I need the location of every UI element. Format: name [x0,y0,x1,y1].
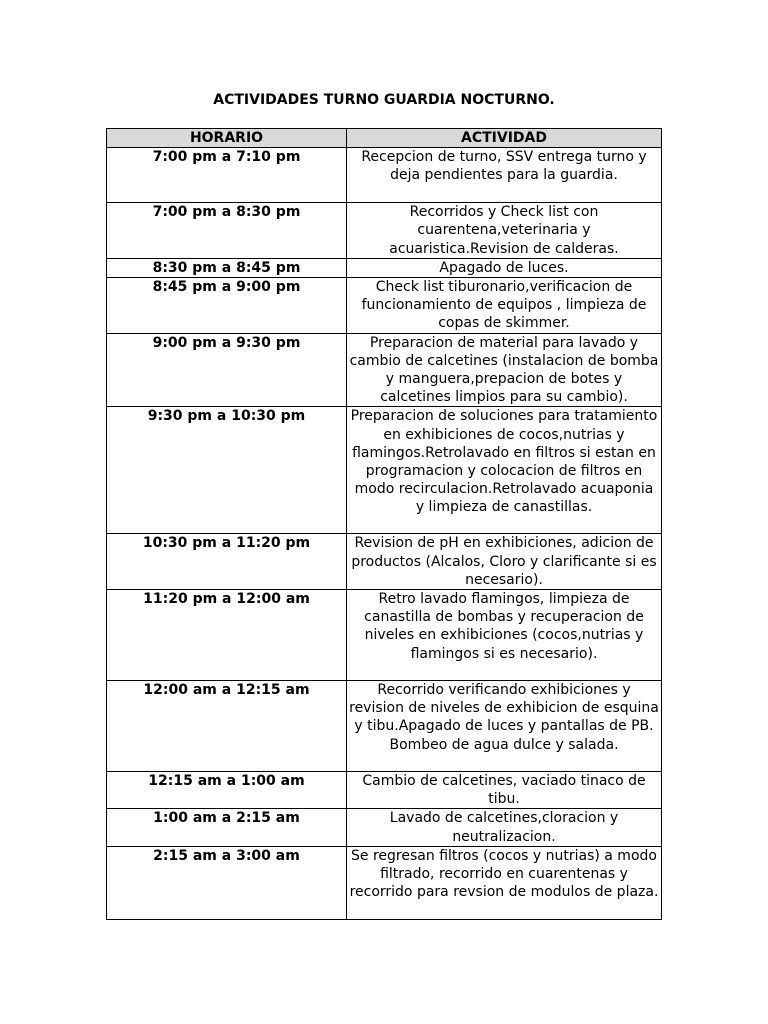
actividad-cell: Lavado de calcetines,cloracion y neutralizacion. [347,809,662,846]
header-actividad: ACTIVIDAD [347,129,662,148]
table-row [107,590,662,681]
horario-cell: 12:00 am a 12:15 am [107,681,347,772]
document-title: ACTIVIDADES TURNO GUARDIA NOCTURNO. [213,92,555,108]
table-row [107,148,662,203]
horario-cell: 11:20 pm a 12:00 am [107,590,347,681]
actividad-cell: Preparacion de soluciones para tratamiento en exhibiciones de cocos,nutrias y flamingos.Retrolavado en filtros si estan en programacion y colocacion de filtros en modo recirculacion.Retrolavado acuaponia y limpieza de canastillas. [347,407,662,534]
horario-cell: 7:00 pm a 7:10 pm [107,148,347,203]
horario-cell: 9:30 pm a 10:30 pm [107,407,347,534]
table-row [107,258,662,277]
table-row [107,407,662,534]
table-row [107,534,662,590]
actividad-cell: Recorrido verificando exhibiciones y revision de niveles de exhibicion de esquina y tibu.Apagado de luces y pantallas de PB. Bombeo de agua dulce y salada. [347,681,662,772]
actividad-cell: Preparacion de material para lavado y cambio de calcetines (instalacion de bomba y manguera,prepacion de botes y calcetines limpios para su cambio). [347,333,662,407]
table-row [107,846,662,919]
actividad-cell: Retro lavado flamingos, limpieza de canastilla de bombas y recuperacion de niveles en exhibiciones (cocos,nutrias y flamingos si es necesario). [347,590,662,681]
actividad-cell: Cambio de calcetines, vaciado tinaco de tibu. [347,772,662,809]
schedule-table [106,128,662,920]
horario-cell: 9:00 pm a 9:30 pm [107,333,347,407]
actividad-cell: Revision de pH en exhibiciones, adicion de productos (Alcalos, Cloro y clarificante si es necesario). [347,534,662,590]
actividad-cell: Check list tiburonario,verificacion de funcionamiento de equipos , limpieza de copas de skimmer. [347,278,662,334]
actividad-cell: Apagado de luces. [347,258,662,277]
table-row [107,278,662,334]
table-header-row [107,129,662,148]
horario-cell: 8:30 pm a 8:45 pm [107,258,347,277]
horario-cell: 12:15 am a 1:00 am [107,772,347,809]
table-row [107,333,662,407]
table-row [107,809,662,846]
horario-cell: 2:15 am a 3:00 am [107,846,347,919]
header-horario: HORARIO [107,129,347,148]
table-row [107,681,662,772]
actividad-cell: Recepcion de turno, SSV entrega turno y deja pendientes para la guardia. [347,148,662,203]
table-row [107,203,662,259]
horario-cell: 10:30 pm a 11:20 pm [107,534,347,590]
table-row [107,772,662,809]
actividad-cell: Se regresan filtros (cocos y nutrias) a modo filtrado, recorrido en cuarentenas y recorrido para revsion de modulos de plaza. [347,846,662,919]
actividad-cell: Recorridos y Check list con cuarentena,veterinaria y acuaristica.Revision de calderas. [347,203,662,259]
horario-cell: 8:45 pm a 9:00 pm [107,278,347,334]
horario-cell: 7:00 pm a 8:30 pm [107,203,347,259]
horario-cell: 1:00 am a 2:15 am [107,809,347,846]
